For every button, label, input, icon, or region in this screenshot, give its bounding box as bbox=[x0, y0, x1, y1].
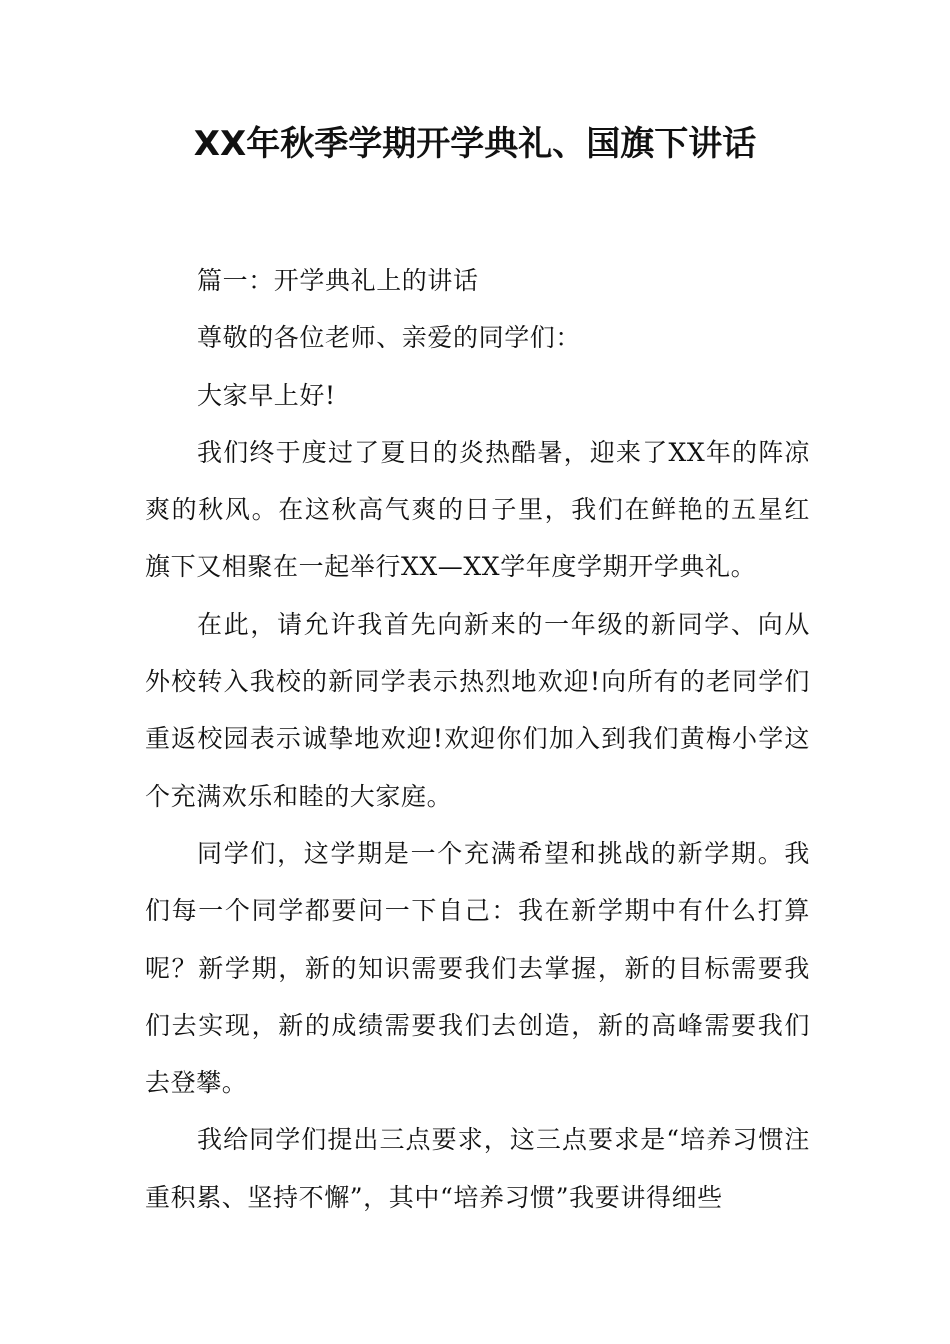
document-body bbox=[145, 252, 810, 1226]
paragraph-welcome: 在此，请允许我首先向新来的一年级的新同学、向从外校转入我校的新同学表示热烈地欢迎!向所有的老同学们重返校园表示诚挚地欢迎!欢迎你们加入到我们黄梅小学这个充满欢乐和睦的大家庭。 bbox=[145, 609, 810, 811]
paragraph-new-semester: 同学们，这学期是一个充满希望和挑战的新学期。我们每一个同学都要问一下自己：我在新学期中有什么打算呢？新学期，新的知识需要我们去掌握，新的目标需要我们去实现，新的成绩需要我们去创造，新的高峰需要我们去登攀。 bbox=[145, 838, 810, 1098]
paragraph-heading: 篇一：开学典礼上的讲话 bbox=[197, 266, 479, 295]
paragraph-autumn: 我们终于度过了夏日的炎热酷暑，迎来了XX年的阵凉爽的秋风。在这秋高气爽的日子里，我们在鲜艳的五星红旗下又相聚在一起举行XX—XX学年度学期开学典礼。 bbox=[145, 437, 810, 582]
paragraph-requirements: 我给同学们提出三点要求，这三点要求是“培养习惯注重积累、坚持不懈”，其中“培养习惯”我要讲得细些 bbox=[145, 1125, 810, 1212]
document-title: XX年秋季学期开学典礼、国旗下讲话 bbox=[193, 124, 757, 164]
paragraph-salutation: 尊敬的各位老师、亲爱的同学们： bbox=[197, 323, 582, 353]
paragraph-greeting: 大家早上好! bbox=[197, 380, 336, 410]
